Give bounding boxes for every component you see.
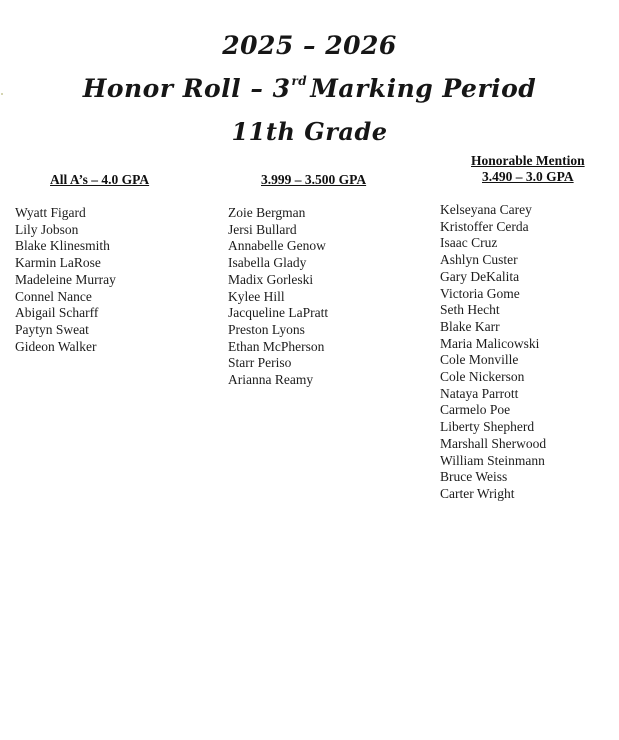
list-item: Bruce Weiss [440, 469, 508, 485]
list-item: Kristoffer Cerda [440, 218, 529, 234]
list-item: Preston Lyons [228, 321, 305, 337]
list-item: Nataya Parrott [440, 385, 519, 401]
list-item: Arianna Reamy [228, 372, 314, 388]
title-honor-prefix: Honor Roll – 3 [82, 74, 291, 103]
column-heading [471, 153, 585, 185]
list-item: Paytyn Sweat [15, 321, 89, 337]
list-item: Jacqueline LaPratt [228, 305, 329, 321]
list-item: Marshall Sherwood [440, 435, 547, 451]
list-item: Annabelle Genow [228, 238, 326, 254]
list-item: Victoria Gome [440, 285, 520, 301]
list-item: Ethan McPherson [228, 338, 325, 354]
list-item: Gary DeKalita [440, 268, 520, 284]
column-heading-line2: 3.490 – 3.0 GPA [482, 169, 574, 184]
title-honor-roll [0, 74, 619, 103]
list-item: Gideon Walker [15, 338, 97, 354]
list-item: Maria Malicowski [440, 335, 540, 351]
title-honor-suffix: Marking Period [310, 74, 537, 103]
list-item: Zoie Bergman [228, 205, 306, 220]
name-list [228, 205, 328, 389]
name-list [440, 202, 546, 503]
title-grade: 11th Grade [231, 117, 388, 146]
list-item: Karmin LaRose [15, 255, 101, 271]
name-list [15, 205, 116, 355]
list-item: Kelseyana Carey [440, 202, 532, 217]
list-item: Abigail Scharff [15, 305, 99, 321]
list-item: Madix Gorleski [228, 271, 314, 287]
list-item: Isaac Cruz [440, 235, 498, 251]
list-item: Cole Monville [440, 352, 519, 368]
list-item: Carmelo Poe [440, 402, 511, 418]
list-item: Seth Hecht [440, 302, 500, 318]
list-item: Isabella Glady [228, 255, 307, 271]
column-heading-line1: Honorable Mention [471, 153, 585, 168]
column-heading: 3.999 – 3.500 GPA [261, 172, 367, 187]
list-item: Blake Karr [440, 318, 500, 334]
list-item: Madeleine Murray [15, 271, 116, 287]
list-item: Carter Wright [440, 485, 515, 501]
title-ordinal-suffix: rd [291, 74, 308, 88]
title-year: 2025 – 2026 [222, 31, 397, 60]
list-item: Starr Periso [228, 355, 292, 371]
list-item: Connel Nance [15, 288, 92, 304]
list-item: Blake Klinesmith [15, 238, 110, 254]
list-item: Cole Nickerson [440, 369, 525, 385]
list-item: Kylee Hill [228, 288, 285, 304]
list-item: Wyatt Figard [15, 205, 86, 220]
list-item: William Steinmann [440, 452, 545, 468]
list-item: Ashlyn Custer [440, 252, 518, 268]
list-item: Liberty Shepherd [440, 419, 535, 435]
list-item: Lily Jobson [15, 221, 79, 237]
column-heading: All A’s – 4.0 GPA [50, 172, 150, 187]
list-item: Jersi Bullard [228, 221, 297, 237]
